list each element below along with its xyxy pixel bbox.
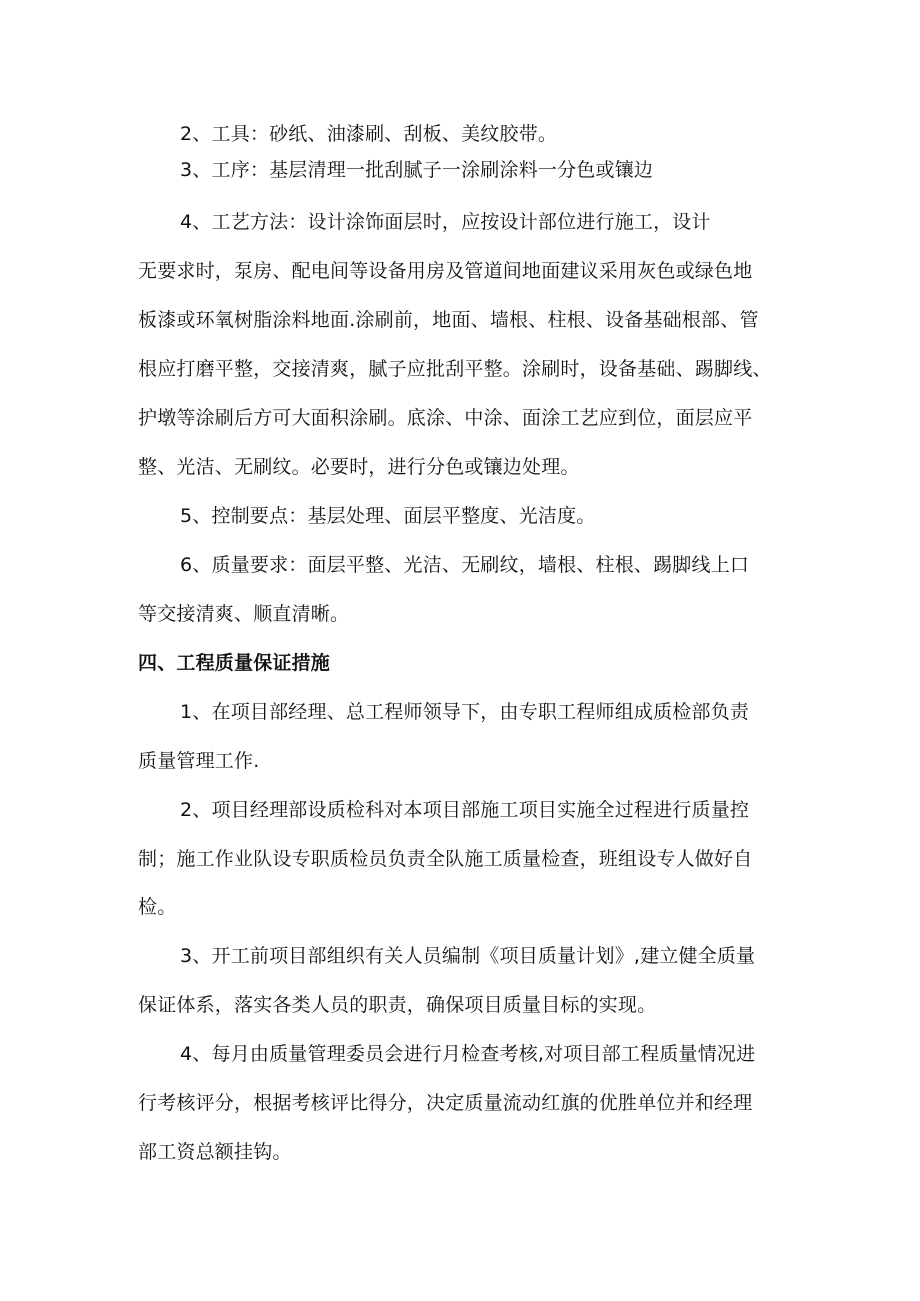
item-method-line: 护墩等涂刷后方可大面积涂刷。底涂、中涂、面涂工艺应到位，面层应平 bbox=[138, 407, 753, 429]
item-method-line: 4、工艺方法：设计涂饰面层时，应按设计部位进行施工，设计 bbox=[180, 211, 711, 233]
item-quality-line: 等交接清爽、顺直清晰。 bbox=[138, 603, 350, 625]
item-method-line: 无要求时，泵房、配电间等设备用房及管道间地面建议采用灰色或绿色地 bbox=[138, 260, 753, 282]
measure-line: 2、项目经理部设质检科对本项目部施工项目实施全过程进行质量控 bbox=[180, 799, 750, 821]
item-method-line: 板漆或环氧树脂涂料地面.涂刷前，地面、墙根、柱根、设备基础根部、管 bbox=[138, 309, 759, 331]
section-heading: 四、工程质量保证措施 bbox=[138, 652, 331, 674]
item-tools: 2、工具：砂纸、油漆刷、刮板、美纹胶带。 bbox=[180, 123, 558, 145]
measure-line: 行考核评分，根据考核评比得分，决定质量流动红旗的优胜单位并和经理 bbox=[138, 1092, 753, 1114]
item-process: 3、工序：基层清理一批刮腻子一涂刷涂料一分色或镶边 bbox=[180, 159, 654, 181]
measure-line: 制；施工作业队设专职质检员负责全队施工质量检查，班组设专人做好自 bbox=[138, 848, 753, 870]
measure-line: 3、开工前项目部组织有关人员编制《项目质量计划》,建立健全质量 bbox=[180, 945, 756, 967]
measure-line: 检。 bbox=[138, 896, 177, 918]
item-method-line: 整、光洁、无刷纹。必要时，进行分色或镶边处理。 bbox=[138, 456, 580, 478]
item-method-line: 根应打磨平整，交接清爽，腻子应批刮平整。涂刷时，设备基础、踢脚线、 bbox=[138, 358, 772, 380]
measure-line: 1、在项目部经理、总工程师领导下，由专职工程师组成质检部负责 bbox=[180, 701, 750, 723]
item-control-points: 5、控制要点：基层处理、面层平整度、光洁度。 bbox=[180, 505, 596, 527]
measure-line: 质量管理工作. bbox=[138, 750, 260, 772]
measure-line: 4、每月由质量管理委员会进行月检查考核,对项目部工程质量情况进 bbox=[180, 1043, 756, 1065]
measure-line: 保证体系，落实各类人员的职责，确保项目质量目标的实现。 bbox=[138, 994, 657, 1016]
measure-line: 部工资总额挂钩。 bbox=[138, 1141, 292, 1163]
item-quality-line: 6、质量要求：面层平整、光洁、无刷纹，墙根、柱根、踢脚线上口 bbox=[180, 554, 750, 576]
